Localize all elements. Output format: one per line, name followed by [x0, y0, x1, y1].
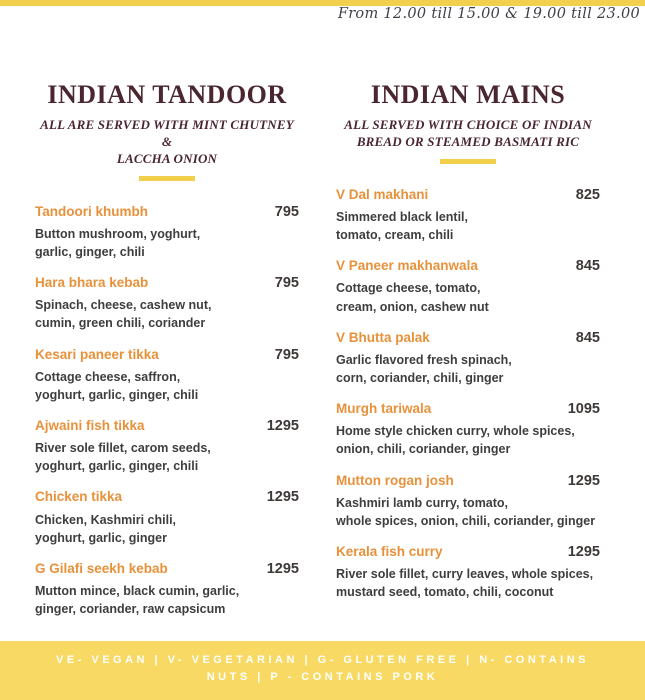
- yellow-divider: [139, 176, 195, 181]
- item-name: Tandoori khumbh: [35, 203, 148, 219]
- desc-line: ginger, coriander, raw capsicum: [35, 602, 226, 617]
- item-description: [35, 368, 299, 404]
- section-title-indian-tandoor: INDIAN TANDOOR: [47, 80, 287, 109]
- desc-line: Spinach, cheese, cashew nut,: [35, 298, 212, 313]
- desc-line: cumin, green chili, coriander: [35, 316, 206, 331]
- item-price: 1295: [266, 560, 299, 577]
- item-description: [336, 494, 600, 530]
- menu-item-paneer-makhanwala: [336, 258, 600, 315]
- legend-line: NUTS | P - CONTAINS PORK: [206, 670, 439, 683]
- desc-line: Button mushroom, yoghurt,: [35, 226, 201, 241]
- item-name: Mutton rogan josh: [336, 472, 454, 488]
- item-description: [35, 511, 299, 547]
- desc-line: Garlic flavored fresh spinach,: [336, 352, 512, 367]
- desc-line: cream, onion, cashew nut: [336, 299, 489, 314]
- menu-columns: [0, 80, 645, 632]
- section-subtitle-indian-tandoor: [35, 117, 299, 168]
- item-name: Kerala fish curry: [336, 543, 443, 559]
- item-description: [336, 279, 600, 315]
- section-title-indian-mains: INDIAN MAINS: [370, 80, 566, 109]
- item-name: Hara bhara kebab: [35, 275, 149, 291]
- opening-hours: From 12.00 till 15.00 & 19.00 till 23.00: [337, 6, 640, 22]
- desc-line: whole spices, onion, chili, coriander, ginger: [336, 513, 596, 528]
- desc-line: garlic, ginger, chili: [35, 244, 145, 259]
- desc-line: Kashmiri lamb curry, tomato,: [336, 495, 509, 510]
- item-list-indian-mains: [336, 187, 600, 602]
- menu-item-chicken-tikka: [35, 489, 299, 546]
- section-subtitle-indian-mains: [336, 117, 600, 151]
- menu-item-kerala-fish-curry: [336, 544, 600, 601]
- section-indian-mains: [336, 80, 600, 632]
- desc-line: yoghurt, garlic, ginger: [35, 530, 167, 545]
- item-name: Chicken tikka: [35, 489, 123, 505]
- menu-item-mutton-rogan-josh: [336, 473, 600, 530]
- desc-line: River sole fillet, carom seeds,: [35, 441, 211, 456]
- legend-footer: [0, 641, 645, 700]
- item-name: V Dal makhani: [336, 186, 429, 202]
- menu-item-ajwaini-fish-tikka: [35, 418, 299, 475]
- item-price: 1295: [567, 472, 600, 489]
- desc-line: Cottage cheese, tomato,: [336, 281, 481, 296]
- yellow-divider: [440, 159, 496, 164]
- desc-line: Chicken, Kashmiri chili,: [35, 512, 177, 527]
- item-price: 845: [575, 329, 600, 346]
- subtitle-line: BREAD OR STEAMED BASMATI RIC: [356, 133, 580, 149]
- item-description: [35, 296, 299, 332]
- item-price: 825: [575, 186, 600, 203]
- item-description: [336, 422, 600, 458]
- desc-line: yoghurt, garlic, ginger, chili: [35, 387, 199, 402]
- item-description: [35, 439, 299, 475]
- desc-line: tomato, cream, chili: [336, 228, 454, 243]
- item-name: V Paneer makhanwala: [336, 258, 478, 274]
- menu-item-gilafi-seekh-kebab: [35, 561, 299, 618]
- item-description: [35, 582, 299, 618]
- legend-line: VE- VEGAN | V- VEGETARIAN | G- GLUTEN FREE | N- CONTAINS: [55, 654, 589, 666]
- item-price: 795: [274, 346, 299, 363]
- subtitle-line: ALL ARE SERVED WITH MINT CHUTNEY &: [40, 117, 294, 149]
- menu-item-tandoori-khumbh: [35, 204, 299, 261]
- menu-item-kesari-paneer-tikka: [35, 347, 299, 404]
- item-name: Ajwaini fish tikka: [35, 417, 145, 433]
- desc-line: yoghurt, garlic, ginger, chili: [35, 459, 199, 474]
- desc-line: mustard seed, tomato, chili, coconut: [336, 585, 554, 600]
- item-price: 1295: [567, 543, 600, 560]
- item-price: 1295: [266, 489, 299, 506]
- menu-item-hara-bhara-kebab: [35, 275, 299, 332]
- item-list-indian-tandoor: [35, 204, 299, 619]
- item-description: [35, 225, 299, 261]
- desc-line: Mutton mince, black cumin, garlic,: [35, 584, 240, 599]
- desc-line: Home style chicken curry, whole spices,: [336, 424, 575, 439]
- item-name: G Gilafi seekh kebab: [35, 560, 168, 576]
- item-price: 795: [274, 275, 299, 292]
- item-name: Murgh tariwala: [336, 401, 432, 417]
- item-description: [336, 351, 600, 387]
- menu-item-bhutta-palak: [336, 330, 600, 387]
- subtitle-line: ALL SERVED WITH CHOICE OF INDIAN: [344, 117, 592, 132]
- item-description: [336, 208, 600, 244]
- desc-line: corn, coriander, chili, ginger: [336, 370, 504, 385]
- desc-line: River sole fillet, curry leaves, whole spices,: [336, 567, 594, 582]
- item-price: 845: [575, 258, 600, 275]
- desc-line: Cottage cheese, saffron,: [35, 369, 181, 384]
- item-price: 1095: [567, 401, 600, 418]
- desc-line: Simmered black lentil,: [336, 209, 468, 224]
- subtitle-line: LACCHA ONION: [116, 150, 218, 166]
- item-price: 1295: [266, 417, 299, 434]
- item-price: 795: [274, 203, 299, 220]
- item-name: Kesari paneer tikka: [35, 346, 159, 362]
- menu-item-dal-makhani: [336, 187, 600, 244]
- menu-item-murgh-tariwala: [336, 401, 600, 458]
- desc-line: onion, chili, coriander, ginger: [336, 442, 511, 457]
- section-indian-tandoor: [35, 80, 299, 632]
- item-description: [336, 565, 600, 601]
- item-name: V Bhutta palak: [336, 329, 430, 345]
